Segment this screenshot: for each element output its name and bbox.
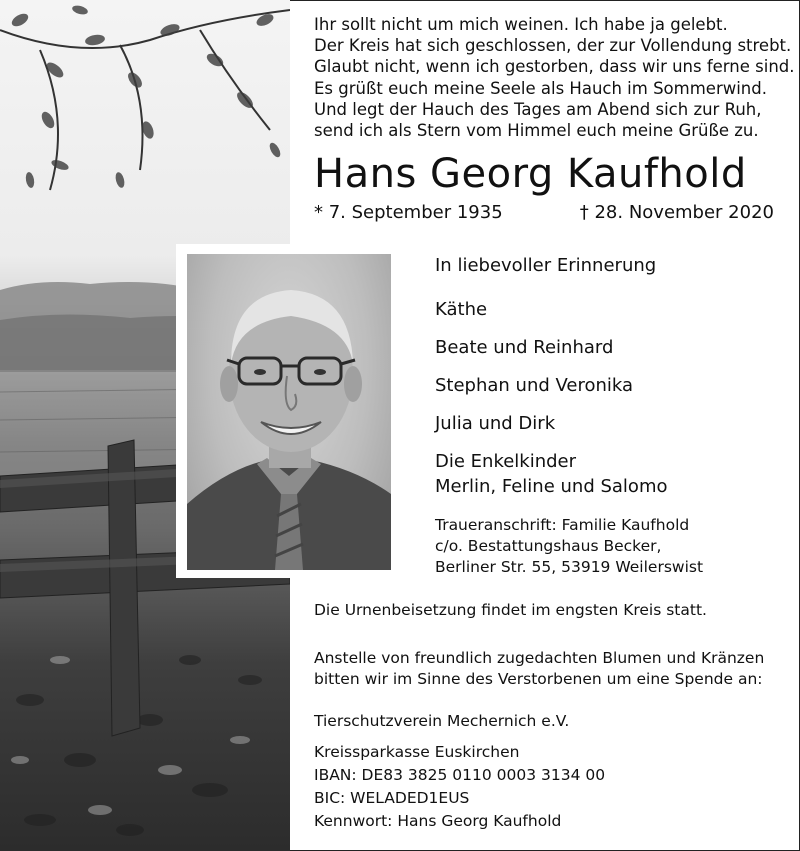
address-line: Berliner Str. 55, 53919 Weilerswist [435, 558, 704, 576]
portrait-photo [187, 254, 391, 570]
mourner-name: Stephan und Veronika [435, 375, 634, 396]
poem-line: Ihr sollt nicht um mich weinen. Ich habe ja gelebt. [314, 15, 728, 34]
donation-recipient: Tierschutzverein Mechernich e.V. [314, 712, 570, 730]
poem-line: Der Kreis hat sich geschlossen, der zur Vollendung strebt. [314, 36, 792, 56]
donation-request [314, 648, 764, 690]
donation-bank-details [314, 742, 605, 834]
address-line: Traueranschrift: Familie Kaufhold [435, 516, 690, 534]
portrait-illustration [187, 254, 391, 570]
poem [314, 14, 795, 141]
birth-date: * 7. September 1935 [314, 202, 503, 223]
death-date: † 28. November 2020 [579, 202, 774, 223]
mourner-name: Beate und Reinhard [435, 337, 614, 358]
bank-name: Kreissparkasse Euskirchen [314, 743, 520, 761]
donation-reference: Kennwort: Hans Georg Kaufhold [314, 812, 562, 830]
mourning-address [435, 515, 703, 578]
mourner-name: Merlin, Feline und Salomo [435, 476, 668, 497]
portrait-frame [176, 244, 402, 578]
mourner-name: Käthe [435, 299, 488, 320]
iban: IBAN: DE83 3825 0110 0003 3134 00 [314, 766, 606, 784]
poem-line: Es grüßt euch meine Seele als Hauch im Sommerwind. [314, 78, 767, 98]
poem-line: Und legt der Hauch des Tages am Abend sich zur Ruh, [314, 99, 762, 119]
bic: BIC: WELADED1EUS [314, 789, 470, 807]
donation-request-line: Anstelle von freundlich zugedachten Blumen und Kränzen [314, 649, 765, 667]
poem-line: Glaubt nicht, wenn ich gestorben, dass wir uns ferne sind. [314, 57, 795, 77]
mourner-name: Julia und Dirk [435, 413, 556, 434]
donation-request-line: bitten wir im Sinne des Verstorbenen um eine Spende an: [314, 670, 763, 688]
address-line: c/o. Bestattungshaus Becker, [435, 537, 662, 555]
burial-note: Die Urnenbeisetzung findet im engsten Kreis statt. [314, 601, 707, 619]
mourners-intro: In liebevoller Erinnerung [435, 255, 657, 276]
mourner-name: Die Enkelkinder [435, 451, 577, 472]
deceased-name: Hans Georg Kaufhold [314, 151, 747, 197]
poem-line: send ich als Stern vom Himmel euch meine Grüße zu. [314, 121, 759, 141]
